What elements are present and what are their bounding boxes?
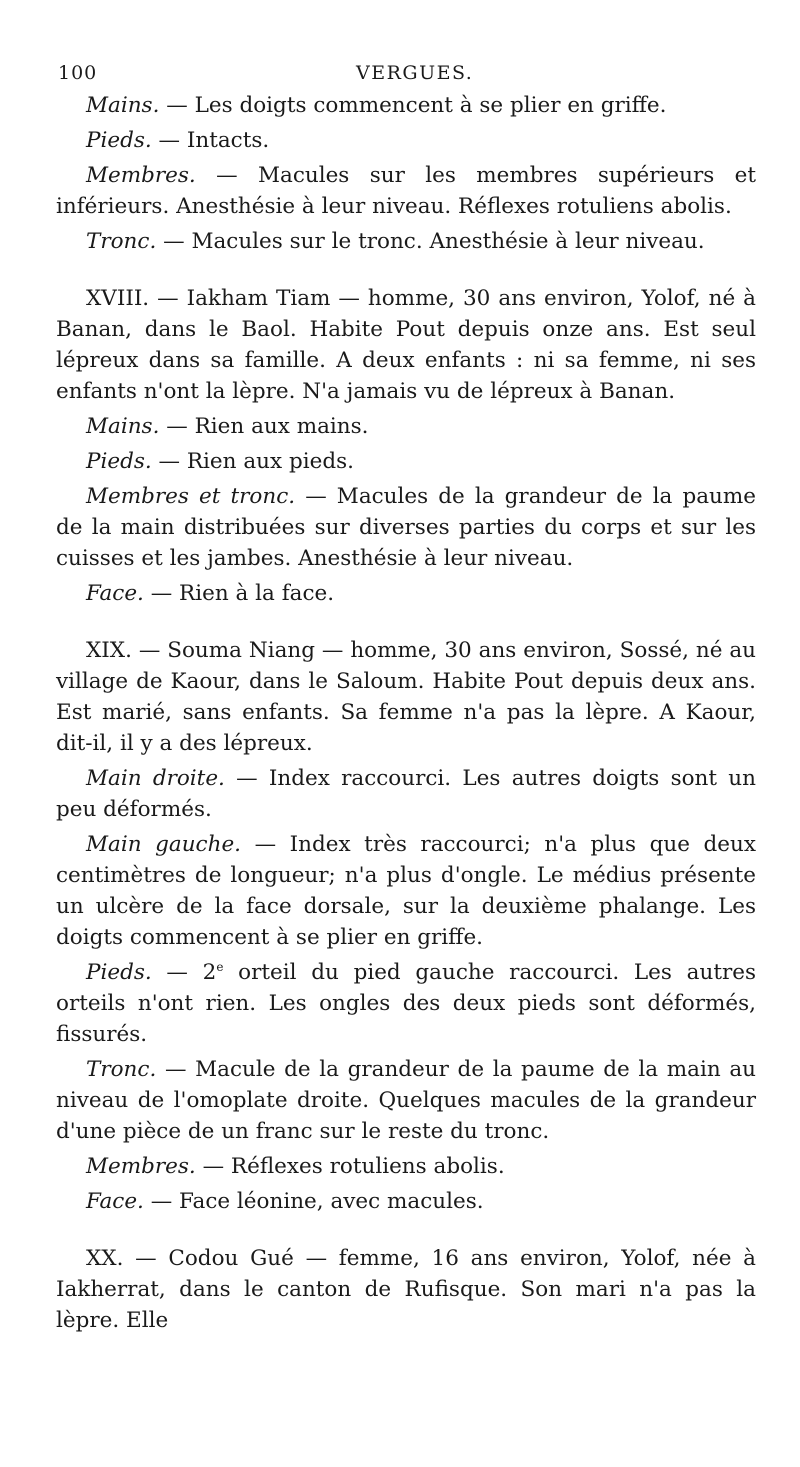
paragraph-tronc [56, 226, 756, 257]
paragraph-text: XX. — Codou Gué — femme, 16 ans environ, Yolof, née à Iakherrat, dans le canton de Rufisque. Son mari n'a pas la lèpre. Elle [56, 1246, 756, 1333]
paragraph-text: — Macules de la grandeur de la paume de la main distribuées sur diverses parties du corps et sur les cuisses et les jambes. Anesthésie à leur niveau. [56, 484, 757, 571]
label: Mains. [86, 414, 160, 439]
paragraph-mains [56, 90, 756, 121]
paragraph-tronc [56, 1054, 756, 1147]
label: Tronc. [86, 229, 157, 254]
label: Pieds. [86, 128, 152, 153]
label: Tronc. [86, 1057, 157, 1082]
label: Pieds. [86, 449, 152, 474]
paragraph-text: — Intacts. [151, 128, 270, 153]
paragraph-pieds [56, 446, 756, 477]
label: Face. [86, 1189, 144, 1214]
paragraph-text: — Rien à la face. [143, 581, 335, 606]
paragraph-mains [56, 411, 756, 442]
page-number: 100 [58, 62, 98, 84]
paragraph-pieds [56, 957, 756, 1050]
label: Membres. [86, 163, 196, 188]
paragraph-face [56, 578, 756, 609]
label: Main droite. [86, 766, 225, 791]
label: Face. [86, 581, 144, 606]
paragraph-main-droite [56, 763, 756, 825]
case-heading-xviii [56, 283, 756, 407]
paragraph-text: XVIII. — Iakham Tiam — homme, 30 ans environ, Yolof, né à Banan, dans le Baol. Habite Pout depuis onze ans. Est seul lépreux dans sa famille. A deux enfants : ni sa femme, ni ses enfants n'ont la lèpre. N'a jamais vu de lépreux à Banan. [56, 286, 756, 404]
paragraph-membres [56, 1151, 756, 1182]
paragraph-text: — Index raccourci. Les autres doigts sont un peu déformés. [56, 766, 756, 822]
paragraph-text: XIX. — Souma Niang — homme, 30 ans environ, Sossé, né au village de Kaour, dans le Saloum. Habite Pout depuis deux ans. Est marié, sans enfants. Sa femme n'a pas la lèpre. A Kaour, dit-il, il y a des lépreux. [56, 638, 756, 756]
paragraph-text: — Réflexes rotuliens abolis. [195, 1154, 505, 1179]
paragraph-text: — Rien aux mains. [159, 414, 369, 439]
label: Mains. [86, 93, 160, 118]
running-head [56, 58, 756, 90]
paragraph-membres-tronc [56, 481, 756, 574]
running-title: VERGUES. [356, 62, 474, 84]
label: Main gauche. [86, 832, 242, 857]
page [56, 58, 756, 1336]
paragraph-text: — Rien aux pieds. [151, 449, 354, 474]
label: Pieds. [86, 960, 152, 985]
paragraph-main-gauche [56, 829, 756, 953]
paragraph-text-continued: orteil du pied gauche raccourci. Les autres orteils n'ont rien. Les ongles des deux pieds sont déformés, fissurés. [56, 960, 757, 1047]
paragraph-text: — Macule de la grandeur de la paume de la main au niveau de l'omoplate droite. Quelques macules de la grandeur d'une pièce de un franc sur le reste du tronc. [56, 1057, 756, 1144]
superscript: e [216, 959, 224, 974]
case-heading-xix [56, 635, 756, 759]
label: Membres et tronc. [86, 484, 296, 509]
paragraph-text: — Macules sur les membres supérieurs et inférieurs. Anesthésie à leur niveau. Réflexes rotuliens abolis. [56, 163, 756, 219]
paragraph-pieds [56, 125, 756, 156]
paragraph-text: — Les doigts commencent à se plier en griffe. [159, 93, 667, 118]
case-heading-xx [56, 1243, 756, 1336]
paragraph-text: — Face léonine, avec macules. [143, 1189, 484, 1214]
paragraph-text: — Macules sur le tronc. Anesthésie à leur niveau. [156, 229, 705, 254]
label: Membres. [86, 1154, 196, 1179]
paragraph-face [56, 1186, 756, 1217]
paragraph-text: — Index très raccourci; n'a plus que deux centimètres de longueur; n'a plus d'ongle. Le médius présente un ulcère de la face dorsale, sur la deuxième phalange. Les doigts commencent à se plier en griffe. [56, 832, 756, 950]
paragraph-text: — 2 [151, 960, 217, 985]
paragraph-membres [56, 160, 756, 222]
